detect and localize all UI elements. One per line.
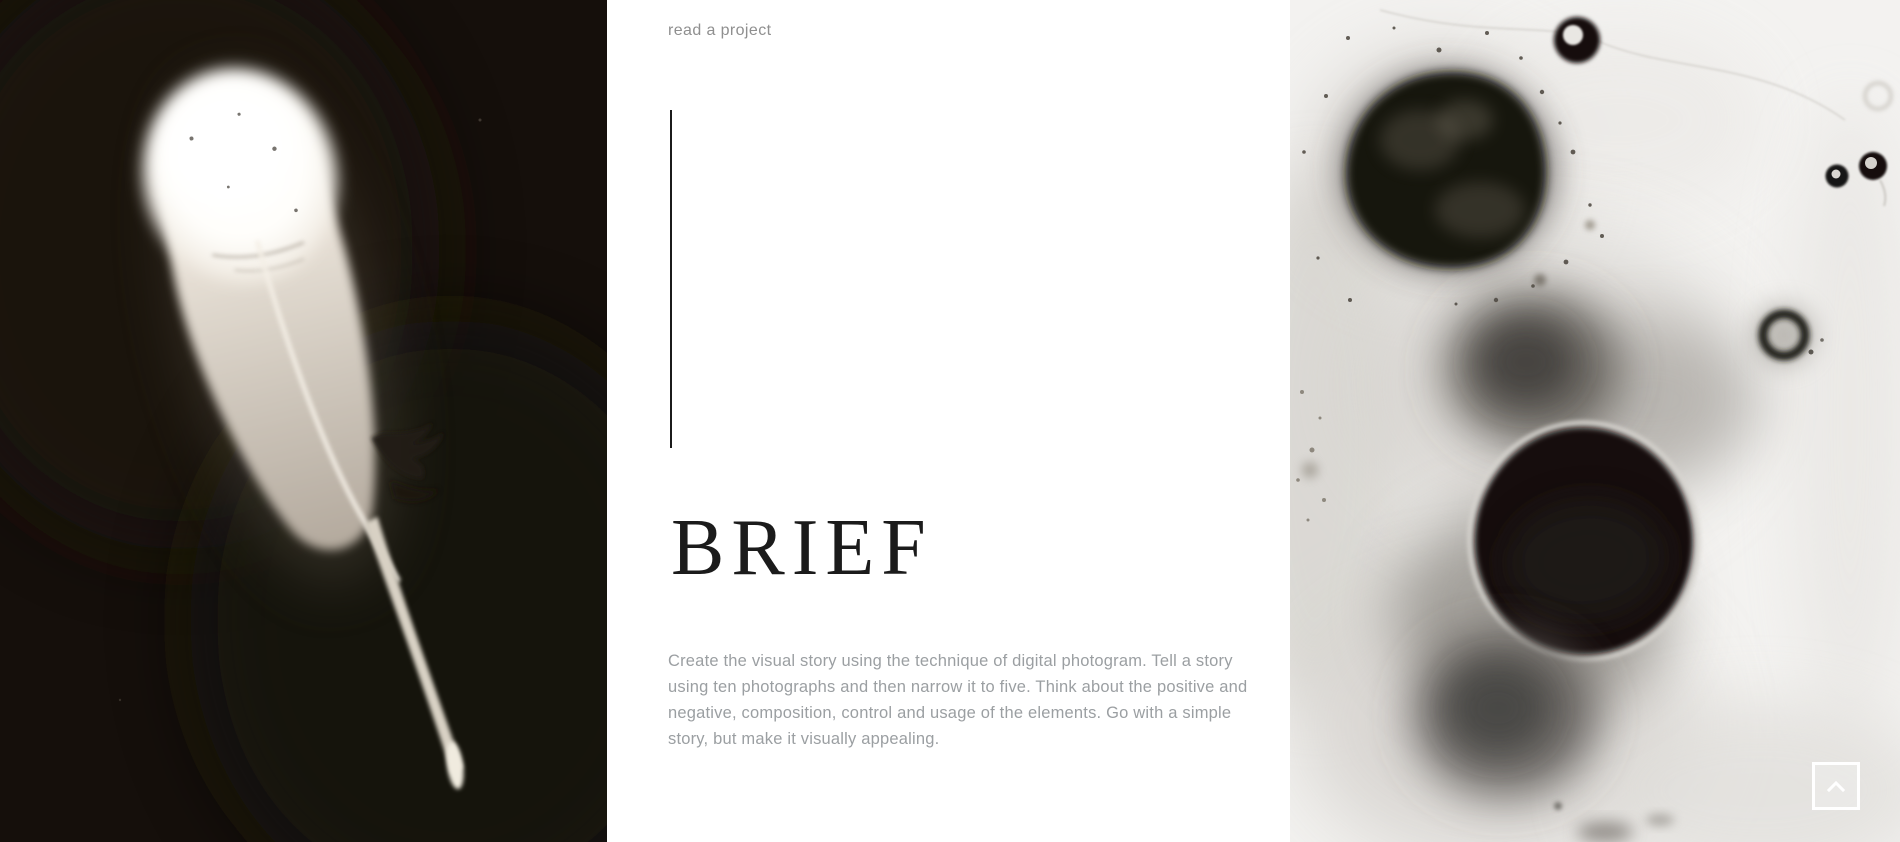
chevron-up-icon xyxy=(1827,781,1845,792)
feather-photogram-image xyxy=(0,0,607,842)
brief-paragraph-line: using ten photographs and then narrow it to five. Think about the positive and xyxy=(668,678,1248,696)
brief-paragraph-line: negative, composition, control and usage of the elements. Go with a simple xyxy=(668,704,1232,722)
brief-heading: BRIEF xyxy=(671,504,933,592)
bubble-ring-top xyxy=(1554,17,1600,63)
scroll-to-top-button[interactable] xyxy=(1812,762,1860,810)
brief-paragraph xyxy=(668,648,1247,752)
large-dark-blob xyxy=(1340,68,1556,272)
brief-paragraph-line: story, but make it visually appealing. xyxy=(668,730,940,748)
vertical-rule xyxy=(670,110,672,448)
abstract-photogram-image xyxy=(1290,0,1900,842)
brief-paragraph-line: Create the visual story using the technique of digital photogram. Tell a story xyxy=(668,652,1233,670)
feather-photogram-svg xyxy=(0,0,607,842)
content-column xyxy=(607,0,1290,842)
read-a-project-link[interactable]: read a project xyxy=(668,22,772,39)
abstract-photogram-svg xyxy=(1290,0,1900,842)
